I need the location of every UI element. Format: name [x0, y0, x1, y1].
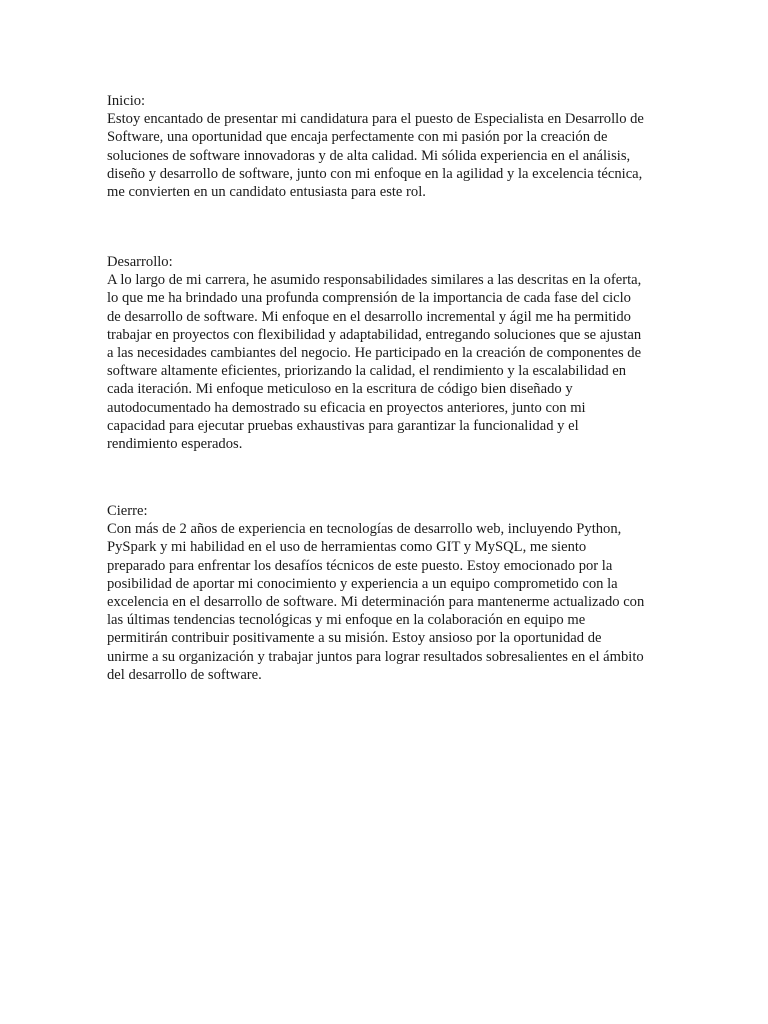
section-cierre — [107, 502, 663, 684]
text-line: cada iteración. Mi enfoque meticuloso en la escritura de código bien diseñado y — [107, 381, 573, 398]
text-line: del desarrollo de software. — [107, 666, 262, 683]
text-line: capacidad para ejecutar pruebas exhaustivas para garantizar la funcionalidad y el — [107, 417, 579, 434]
text-line: A lo largo de mi carrera, he asumido responsabilidades similares a las descritas en la oferta, — [107, 272, 642, 289]
text-line: me convierten en un candidato entusiasta para este rol. — [107, 184, 426, 201]
text-line: rendimiento esperados. — [107, 436, 243, 453]
text-line: trabajar en proyectos con flexibilidad y adaptabilidad, entregando soluciones que se ajustan — [107, 326, 642, 343]
section-heading: Desarrollo: — [107, 254, 173, 270]
text-line: Estoy encantado de presentar mi candidatura para el puesto de Especialista en Desarrollo de — [107, 111, 644, 128]
text-line: Con más de 2 años de experiencia en tecnologías de desarrollo web, incluyendo Python, — [107, 521, 622, 538]
text-line: preparado para enfrentar los desafíos técnicos de este puesto. Estoy emocionado por la — [107, 557, 613, 574]
text-line: permitirán contribuir positivamente a su misión. Estoy ansioso por la oportunidad de — [107, 630, 602, 647]
section-inicio — [107, 92, 663, 201]
text-line: lo que me ha brindado una profunda comprensión de la importancia de cada fase del ciclo — [107, 290, 631, 307]
text-line: software altamente eficientes, priorizando la calidad, el rendimiento y la escalabilidad en — [107, 363, 627, 380]
section-heading: Cierre: — [107, 503, 148, 519]
text-line: excelencia en el desarrollo de software. Mi determinación para mantenerme actualizado con — [107, 594, 645, 611]
text-line: Software, una oportunidad que encaja perfectamente con mi pasión por la creación de — [107, 129, 608, 146]
text-line: las últimas tendencias tecnológicas y mi enfoque en la colaboración en equipo me — [107, 612, 586, 629]
text-line: a las necesidades cambiantes del negocio. He participado en la creación de componentes de — [107, 345, 642, 362]
text-line: diseño y desarrollo de software, junto con mi enfoque en la agilidad y la excelencia técnica, — [107, 165, 643, 182]
section-heading: Inicio: — [107, 93, 146, 109]
text-line: soluciones de software innovadoras y de alta calidad. Mi sólida experiencia en el análisis, — [107, 147, 631, 164]
text-line: autodocumentado ha demostrado su eficacia en proyectos anteriores, junto con mi — [107, 399, 586, 416]
text-line: de desarrollo de software. Mi enfoque en el desarrollo incremental y ágil me ha permitido — [107, 308, 631, 325]
section-desarrollo — [107, 253, 663, 453]
text-line: posibilidad de aportar mi conocimiento y experiencia a un equipo comprometido con la — [107, 575, 618, 592]
text-line: unirme a su organización y trabajar juntos para lograr resultados sobresalientes en el ámbito — [107, 648, 644, 665]
text-line: PySpark y mi habilidad en el uso de herramientas como GIT y MySQL, me siento — [107, 539, 587, 556]
